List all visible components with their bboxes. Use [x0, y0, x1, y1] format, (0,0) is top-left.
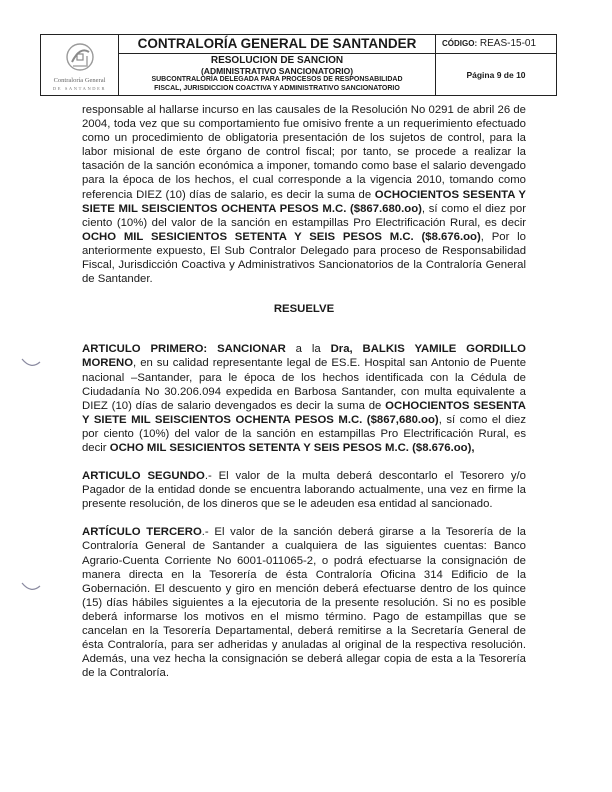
contraloria-logo-icon [63, 40, 97, 74]
resolution-block [119, 54, 435, 93]
text: , en su calidad representante legal de ES.E. Hospital san Antonio de Puente nacional –Santander, para le época de los hechos identificada con la Cédula de Ciudadanía No 30.206.094 expedida en Barbosa Santander, con multa equivalente a DIEZ (10) días de salario devengados es decir la suma de [82, 357, 526, 412]
page-number: Página 9 de 10 [466, 69, 526, 80]
text: , sí como el diez por ciento (10%) del valor de la sanción en estampillas Pro Electrificación Rural, es decir [82, 413, 526, 454]
article-heading: ARTÍCULO TERCERO [82, 526, 202, 539]
article-heading: ARTICULO PRIMERO: SANCIONAR [82, 343, 286, 356]
logo-name: Contraloría General [53, 77, 106, 84]
resolution-subtitle: (ADMINISTRATIVO SANCIONATORIO) [200, 66, 354, 76]
header-meta [436, 35, 556, 95]
article-third [82, 525, 526, 680]
organization-title: CONTRALORÍA GENERAL DE SANTANDER [119, 35, 435, 54]
amount-bold: OCHO MIL SESICIENTOS SETENTA Y SEIS PESOS M.C. ($8.676.oo) [82, 230, 481, 243]
person-name: Dra, BALKIS YAMILE GORDILLO MORENO [82, 343, 527, 370]
delegate-line-1: SUBCONTRALORÍA DELEGADA PARA PROCESOS DE RESPONSABILIDAD [151, 76, 403, 83]
amount-bold: OCHO MIL SESICIENTOS SETENTA Y SEIS PESOS M.C. ($8.676.oo), [109, 441, 475, 454]
text: responsable al hallarse incurso en las causales de la Resolución No 0291 de abril 26 de 2004, toda vez que su comportamiento fue omisivo frente a un requerimiento efectuado como un procedimiento de obligatoria presentación de los sujetos de control, para la labor misional de este órgano de control fiscal; por tanto, se procede a realizar la tasación de la sanción económica a imponer, tomando como base el salario devengado para la época de los hechos, el cual corresponde a la vigencia 2010, tomando como referencia DIEZ (10) días de salario, es decir la suma de [82, 104, 526, 201]
text: .- El valor de la multa deberá descontarlo el Tesorero y/o Pagador de la entidad donde se encuentra laborando actualmente, una vez en firme la presente resolución, de los dineros que se le adeuden esa entidad al sancionado. [82, 470, 526, 511]
text: a la [285, 343, 331, 356]
document-body [82, 103, 526, 680]
logo-subtitle: DE SANTANDER [52, 85, 107, 91]
code-value: REAS-15-01 [479, 38, 537, 49]
resuelve-heading: RESUELVE [273, 303, 335, 316]
amount-bold: OCHOCIENTOS SESENTA Y SIETE MIL SEISCIENTOS OCHENTA PESOS M.C. ($867,680.oo) [82, 399, 526, 426]
code-label: CÓDIGO: [442, 39, 478, 48]
delegate-line-2: FISCAL, JURISDICCION COACTIVA Y ADMINISTRATIVO SANCIONATORIO [154, 84, 400, 92]
logo [41, 35, 119, 95]
header-title-block [119, 35, 436, 95]
text: , Por lo anteriormente expuesto, El Sub Contralor Delegado para proceso de Responsabilidad Fiscal, Jurisdicción Coactiva y Administrativos Sancionatorios de la Contraloría General de Santander. [82, 230, 526, 286]
document-code [436, 35, 556, 54]
text: , sí como el diez por ciento (10%) del valor de la sanción en estampillas Pro Electrificación Rural, es decir [82, 202, 526, 229]
article-first [82, 342, 526, 455]
paragraph-intro [82, 103, 526, 286]
amount-bold: OCHOCIENTOS SESENTA Y SIETE MIL SEISCIENTOS OCHENTA PESOS M.C. ($867.680.oo) [82, 188, 526, 215]
scan-mark-icon [20, 580, 42, 594]
article-second [82, 469, 526, 511]
document-header [40, 34, 557, 96]
text: .- El valor de la sanción deberá girarse a la Tesorería de la Contraloría General de Santander a cualquiera de las siguientes cuentas: Banco Agrario-Cuenta Corriente No 6001-011065-2, o podrá efectuarse la consignación de manera directa en la Tesorería de ésta Contraloría Oficina 314 Edificio de la Gobernación. El descuento y giro en mención deberá efectuarse dentro de los quince (15) días hábiles siguientes a la ejecutoria de la presente resolución. Si no es posible deberá informarse los motivos en el mismo término. Pago de estampillas que se cancelan en la Tesorería Departamental, deberá remitirse a la Secretaría General de ésta Contraloría, para ser adheridas y anuladas al original de la respectiva resolución. Además, una vez hecha la consignación se deberá allegar copia de esta a la Tesorería de la Contraloría. [82, 526, 526, 680]
resolution-title: RESOLUCION DE SANCION [210, 55, 344, 66]
article-heading: ARTICULO SEGUNDO [82, 470, 205, 483]
scan-mark-icon [20, 356, 42, 370]
